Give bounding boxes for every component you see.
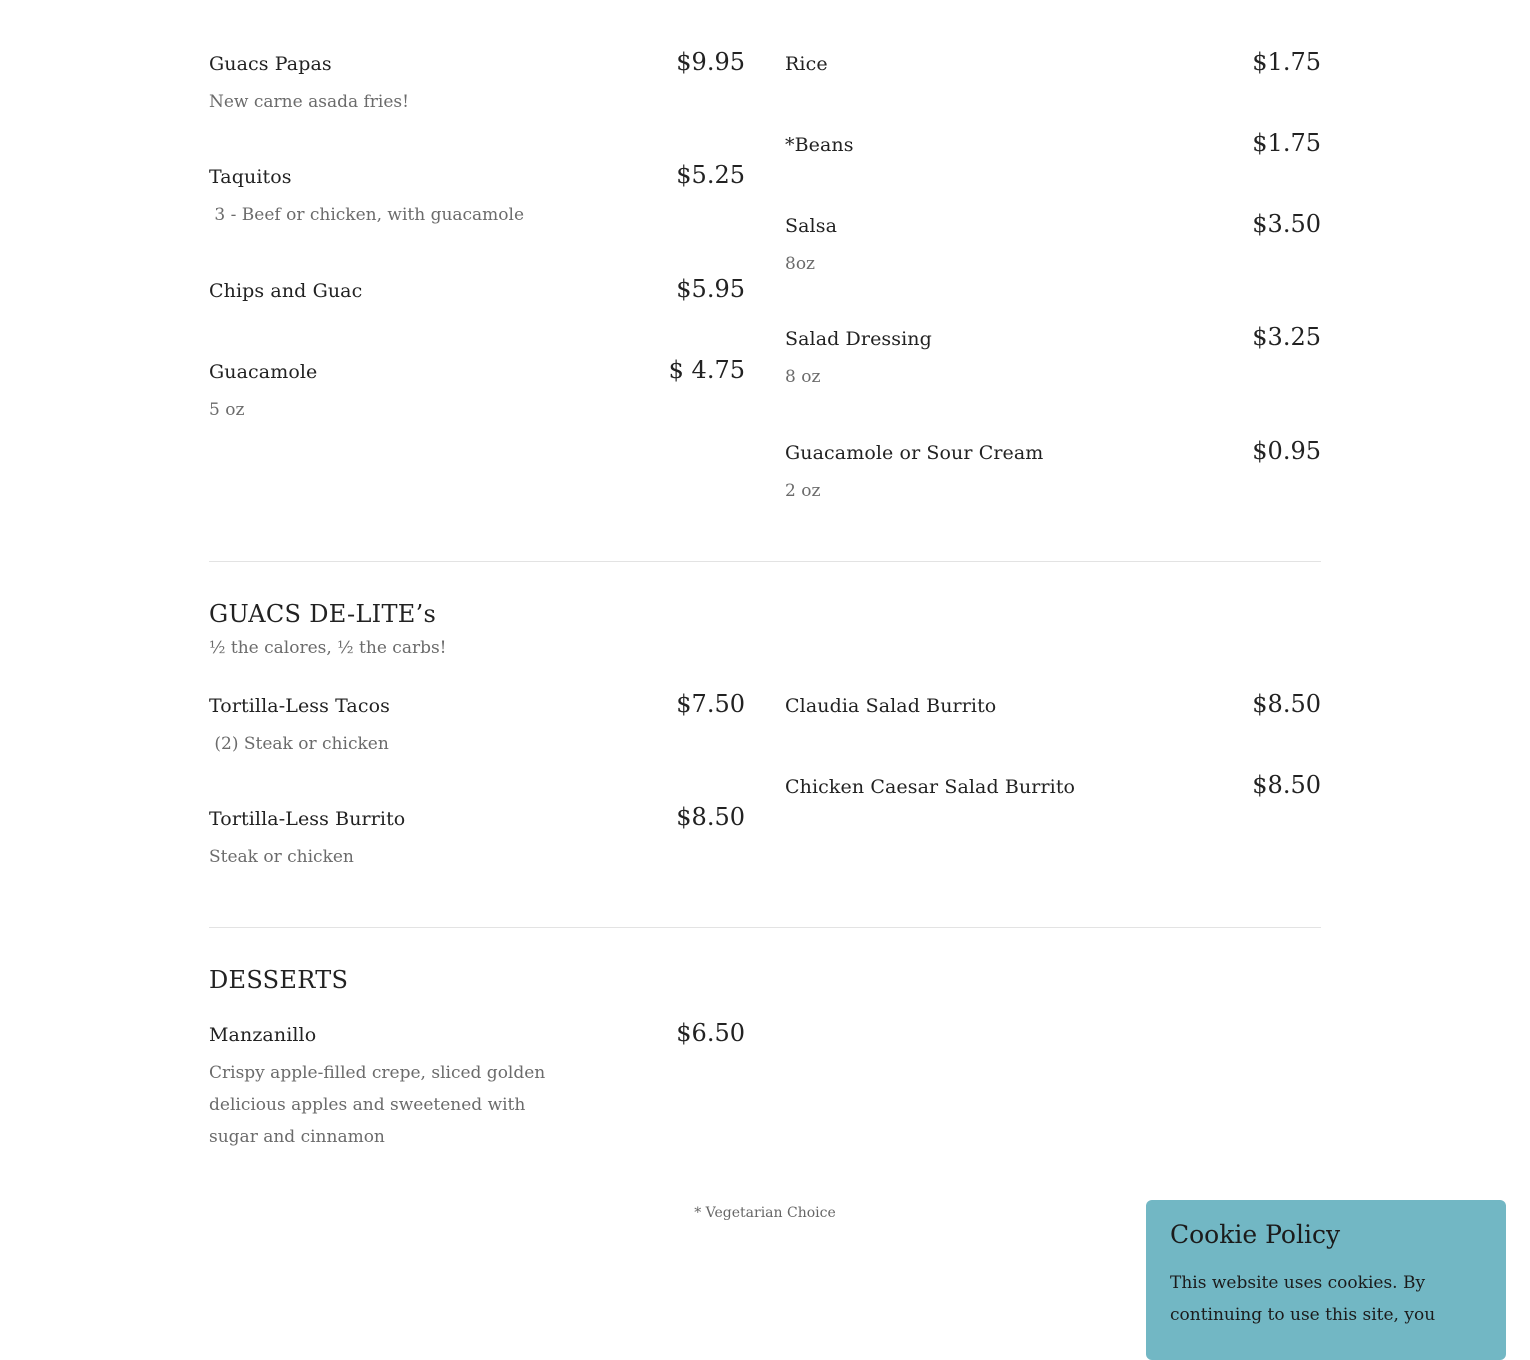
menu-item [209, 275, 745, 303]
item-name: Chicken Caesar Salad Burrito [785, 776, 1076, 798]
vegetarian-footnote: * Vegetarian Choice [694, 1205, 836, 1221]
menu-item [785, 48, 1321, 76]
menu-item [785, 437, 1321, 507]
item-description: 8oz [785, 254, 816, 274]
item-description: Steak or chicken [209, 847, 354, 867]
item-name: *Beans [785, 134, 854, 156]
menu-item [209, 161, 745, 231]
item-description: New carne asada fries! [209, 92, 409, 112]
item-price: $1.75 [1252, 48, 1321, 76]
menu-item [209, 1019, 745, 1153]
item-price: $1.75 [1252, 129, 1321, 157]
item-description: Crispy apple-filled crepe, sliced golden delicious apples and sweetened with sugar and cinnamon [209, 1063, 546, 1147]
desserts-section [209, 966, 1321, 1147]
item-name: Manzanillo [209, 1024, 317, 1046]
item-price: $9.95 [676, 48, 745, 76]
item-description: (2) Steak or chicken [209, 734, 389, 754]
menu-item [785, 323, 1321, 393]
item-description: 3 - Beef or chicken, with guacamole [209, 205, 525, 225]
section-subtitle: ½ the calores, ½ the carbs! [209, 638, 447, 658]
item-name: Salad Dressing [785, 328, 932, 350]
section-title: GUACS DE-LITE’s [209, 600, 437, 628]
item-price: $0.95 [1252, 437, 1321, 465]
item-description: 8 oz [785, 367, 821, 387]
delites-section [209, 600, 1321, 867]
item-price: $7.50 [676, 690, 745, 718]
item-name: Rice [785, 53, 828, 75]
item-price: $3.50 [1252, 210, 1321, 238]
item-name: Taquitos [209, 166, 292, 188]
item-price: $8.50 [1252, 690, 1321, 718]
menu-item [209, 690, 745, 760]
menu-item [209, 48, 745, 118]
cookie-title: Cookie Policy [1170, 1220, 1341, 1249]
item-price: $5.95 [676, 275, 745, 303]
item-price: $ 4.75 [668, 356, 745, 384]
item-price: $8.50 [1252, 771, 1321, 799]
menu-item [785, 690, 1321, 718]
menu-item [209, 356, 745, 426]
section-divider [209, 561, 1321, 562]
item-name: Tortilla-Less Burrito [209, 808, 406, 830]
item-name: Claudia Salad Burrito [785, 695, 997, 717]
item-name: Guacamole or Sour Cream [785, 442, 1044, 464]
menu-item [785, 210, 1321, 280]
item-name: Chips and Guac [209, 280, 363, 302]
item-name: Tortilla-Less Tacos [209, 695, 390, 717]
item-price: $5.25 [676, 161, 745, 189]
menu-item [785, 129, 1321, 157]
cookie-policy-banner[interactable] [1146, 1200, 1506, 1360]
item-name: Guacamole [209, 361, 318, 383]
menu-item [785, 771, 1321, 799]
item-description: 5 oz [209, 400, 245, 420]
item-price: $3.25 [1252, 323, 1321, 351]
section-divider [209, 927, 1321, 928]
menu-item [209, 803, 745, 873]
item-description: 2 oz [785, 481, 821, 501]
item-name: Salsa [785, 215, 837, 237]
section-title: DESSERTS [209, 966, 349, 994]
item-price: $6.50 [676, 1019, 745, 1047]
item-price: $8.50 [676, 803, 745, 831]
item-name: Guacs Papas [209, 53, 332, 75]
cookie-text: This website uses cookies. By continuing to use this site, you [1170, 1273, 1436, 1325]
